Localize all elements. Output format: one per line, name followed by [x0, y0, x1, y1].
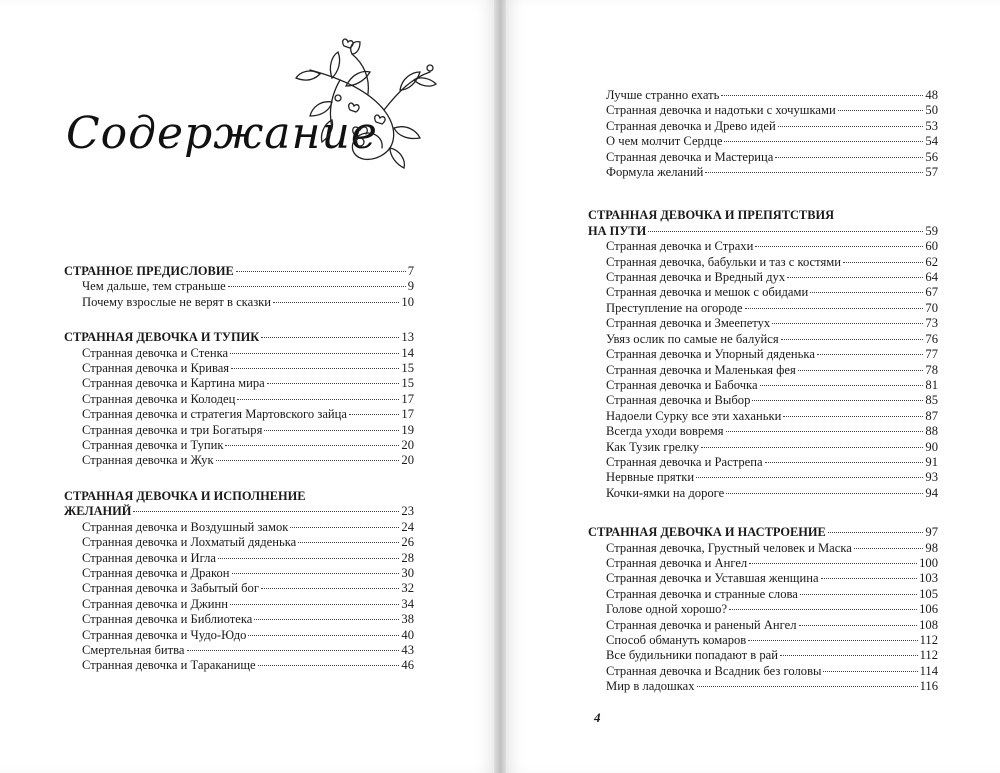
toc-entry[interactable]: Странная девочка и Растрепа 91: [606, 454, 938, 469]
toc-right-column: [588, 88, 938, 715]
toc-entry[interactable]: Странная девочка и Древо идей 53: [606, 118, 938, 133]
toc-entry[interactable]: Странная девочка и Дракон 30: [82, 565, 414, 580]
toc-entry[interactable]: Странная девочка и Вредный дух 64: [606, 270, 938, 285]
toc-entry[interactable]: Странная девочка и Жук 20: [82, 453, 414, 468]
toc-entry[interactable]: Преступление на огороде 70: [606, 300, 938, 315]
toc-entry[interactable]: Странная девочка и Уставшая женщина 103: [606, 571, 938, 586]
toc-entry[interactable]: Почему взрослые не верят в сказки 10: [82, 294, 414, 309]
toc-entry[interactable]: Кочки-ямки на дороге 94: [606, 485, 938, 500]
toc-entry[interactable]: Всегда уходи вовремя 88: [606, 424, 938, 439]
toc-entry[interactable]: Странная девочка и три Богатыря 19: [82, 422, 414, 437]
toc-entry[interactable]: Смертельная битва 43: [82, 642, 414, 657]
toc-entry[interactable]: Странная девочка и надотьки с хочушками 50: [606, 103, 938, 118]
book-gutter: [494, 0, 506, 773]
toc-entry[interactable]: Голове одной хорошо? 106: [606, 602, 938, 617]
toc-entry[interactable]: Странная девочка и стратегия Мартовского зайца 17: [82, 407, 414, 422]
toc-entry[interactable]: Странная девочка и мешок с обидами 67: [606, 285, 938, 300]
toc-entry[interactable]: Странная девочка и Выбор 85: [606, 393, 938, 408]
toc-entry[interactable]: Странная девочка и Игла 28: [82, 550, 414, 565]
toc-entry[interactable]: Мир в ладошках 116: [606, 679, 938, 694]
toc-section: [64, 330, 414, 469]
toc-entry[interactable]: Странная девочка и Упорный дяденька 77: [606, 347, 938, 362]
toc-entry[interactable]: Чем дальше, тем страньше 9: [82, 279, 414, 294]
toc-entry[interactable]: Нервные прятки 93: [606, 470, 938, 485]
toc-entry[interactable]: Странная девочка и Ангел 100: [606, 555, 938, 570]
toc-entry[interactable]: Странная девочка и Стенка 14: [82, 345, 414, 360]
toc-section-heading[interactable]: СТРАННОЕ ПРЕДИСЛОВИЕ 7: [64, 264, 414, 278]
toc-entry[interactable]: Странная девочка и Кривая 15: [82, 361, 414, 376]
toc-section-heading[interactable]: СТРАННАЯ ДЕВОЧКА И НАСТРОЕНИЕ 97: [588, 525, 938, 540]
toc-entry[interactable]: Странная девочка и странные слова 105: [606, 586, 938, 601]
toc-entry[interactable]: Странная девочка и Картина мира 15: [82, 376, 414, 391]
toc-section: [64, 489, 414, 674]
toc-entry[interactable]: Странная девочка и Змеепетух 73: [606, 316, 938, 331]
toc-section: [588, 525, 938, 694]
toc-entry[interactable]: Странная девочка и Маленькая фея 78: [606, 362, 938, 377]
toc-entry[interactable]: Формула желаний 57: [606, 165, 938, 180]
toc-section-heading[interactable]: ЖЕЛАНИЙ 23: [64, 504, 414, 519]
toc-left-column: [64, 264, 414, 694]
toc-entry[interactable]: Все будильники попадают в рай 112: [606, 648, 938, 663]
toc-section: [64, 264, 414, 310]
toc-entry[interactable]: Странная девочка и Страхи 60: [606, 239, 938, 254]
toc-entry[interactable]: Странная девочка и раненый Ангел 108: [606, 617, 938, 632]
toc-entry[interactable]: Как Тузик грелку 90: [606, 439, 938, 454]
toc-entry[interactable]: Странная девочка и Забытый бог 32: [82, 581, 414, 596]
page-number: 4: [594, 710, 601, 725]
toc-entry[interactable]: Странная девочка и Библиотека 38: [82, 612, 414, 627]
toc-entry[interactable]: Странная девочка и Мастерица 56: [606, 149, 938, 164]
toc-section-heading[interactable]: СТРАННАЯ ДЕВОЧКА И ТУПИК 13: [64, 330, 414, 345]
toc-entry[interactable]: Странная девочка, Грустный человек и Маска 98: [606, 540, 938, 555]
toc-section-heading-line[interactable]: СТРАННАЯ ДЕВОЧКА И ИСПОЛНЕНИЕ: [64, 488, 306, 503]
toc-entry[interactable]: Странная девочка, бабульки и таз с костями 62: [606, 254, 938, 269]
toc-entry[interactable]: Лучше странно ехать 48: [606, 88, 938, 102]
toc-entry[interactable]: Увяз ослик по самые не балуйся 76: [606, 331, 938, 346]
toc-entry[interactable]: Странная девочка и Воздушный замок 24: [82, 519, 414, 534]
toc-entry[interactable]: Странная девочка и Бабочка 81: [606, 377, 938, 392]
toc-entry[interactable]: Странная девочка и Тупик 20: [82, 438, 414, 453]
floral-ornament-icon: [280, 38, 450, 178]
toc-entry[interactable]: Странная девочка и Лохматый дяденька 26: [82, 535, 414, 550]
toc-entry[interactable]: Странная девочка и Чудо-Юдо 40: [82, 627, 414, 642]
toc-entry[interactable]: О чем молчит Сердце 54: [606, 134, 938, 149]
toc-section-heading[interactable]: НА ПУТИ 59: [588, 223, 938, 238]
toc-entry[interactable]: Способ обмануть комаров 112: [606, 633, 938, 647]
toc-entry[interactable]: Странная девочка и Тараканище 46: [82, 658, 414, 673]
toc-entry[interactable]: Странная девочка и Колодец 17: [82, 391, 414, 406]
toc-entry[interactable]: Странная девочка и Всадник без головы 114: [606, 663, 938, 678]
toc-title: Содержание: [66, 108, 378, 159]
toc-section: [588, 208, 938, 501]
toc-entry[interactable]: Надоели Сурку все эти хаханьки 87: [606, 408, 938, 423]
toc-entry[interactable]: Странная девочка и Джинн 34: [82, 596, 414, 611]
toc-section: [588, 88, 938, 180]
toc-section-heading-line[interactable]: СТРАННАЯ ДЕВОЧКА И ПРЕПЯТСТВИЯ: [588, 208, 835, 223]
